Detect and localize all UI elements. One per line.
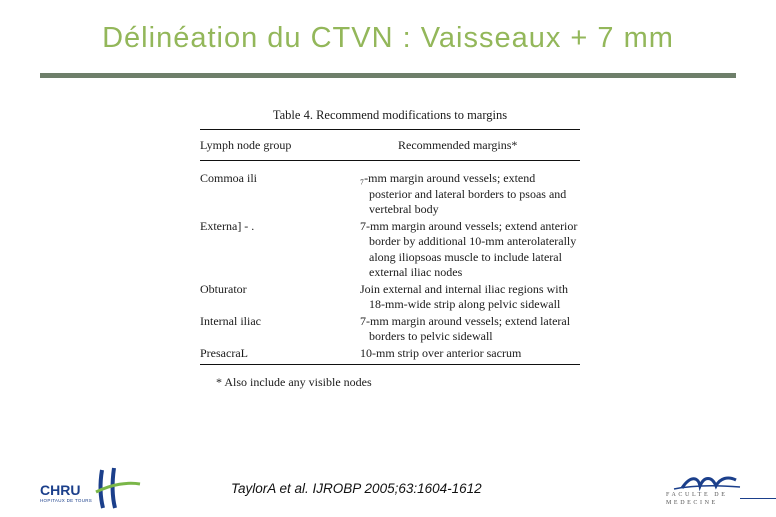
faculte-line1: FACULTE DE <box>666 492 728 498</box>
title-divider <box>40 73 736 78</box>
faculte-rule <box>740 498 776 499</box>
faculte-logo <box>660 472 770 512</box>
chru-logo <box>40 466 150 510</box>
faculte-line2: MEDECINE <box>666 500 718 506</box>
row-group: PresacraL <box>200 345 248 360</box>
table-bottom-rule <box>200 364 580 365</box>
table-row <box>200 314 580 345</box>
citation: TaylorA et al. IJROBP 2005;63:1604-1612 <box>231 481 482 496</box>
table-row <box>200 282 580 313</box>
table-row <box>200 219 580 281</box>
header-recommended-margins: Recommended margins* <box>398 138 518 152</box>
row-margin: 7-mm margin around vessels; extend lateral borders to pelvic sidewall <box>360 313 571 343</box>
table-body <box>200 161 580 361</box>
row-margin: Join external and internal iliac regions with 18-mm-wide strip along pelvic sidewall <box>360 281 568 311</box>
table-header-row <box>200 130 580 160</box>
slide-title: Délinéation du CTVN : Vaisseaux + 7 mm <box>102 22 674 54</box>
margins-table <box>200 108 580 390</box>
faculte-mark-icon <box>660 472 770 492</box>
row-margin: 7-mm margin around vessels; extend anterior border by additional 10-mm anterolaterally along iliopsoas muscle to include lateral external iliac nodes <box>360 218 578 279</box>
row-group: Obturator <box>200 281 247 296</box>
row-group: Externa] - . <box>200 218 255 233</box>
row-group: Commoa ili <box>200 171 257 185</box>
header-lymph-node-group: Lymph node group <box>200 138 292 152</box>
chru-name: CHRU <box>40 482 81 498</box>
table-row <box>200 346 580 362</box>
chru-subtitle: HOPITAUX DE TOURS <box>40 498 93 503</box>
table-row <box>200 171 580 218</box>
row-margin: ₇-mm margin around vessels; extend posterior and lateral borders to psoas and vertebral body <box>360 171 567 216</box>
table-caption: Table 4. Recommend modifications to margins <box>272 108 508 122</box>
row-group: Internal iliac <box>200 313 261 328</box>
row-margin: 10-mm strip over anterior sacrum <box>360 345 522 360</box>
table-footnote: * Also include any visible nodes <box>216 375 372 389</box>
